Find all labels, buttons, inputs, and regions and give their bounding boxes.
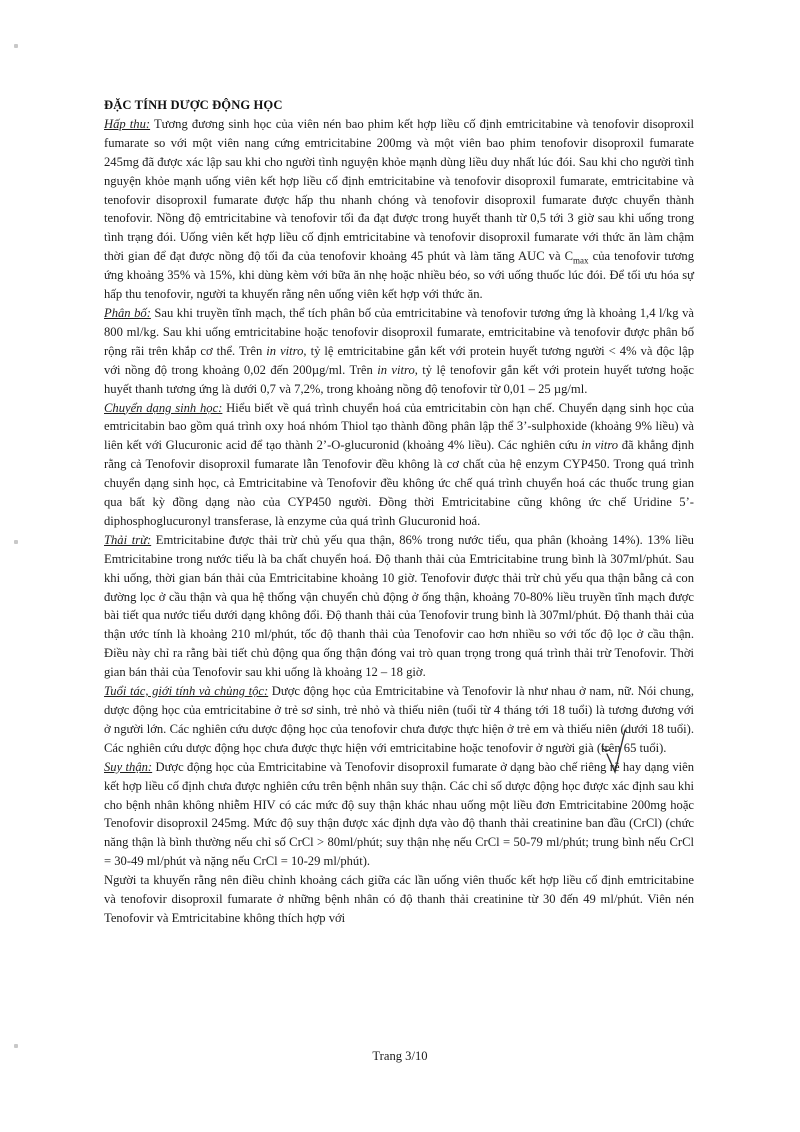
scan-speck <box>14 44 18 48</box>
paragraph-text: , tỷ lệ tenofovir gắn kết với protein huyết tương hoặc huyết thanh tương ứng là dưới 0,7 và 7,2%, trong khoảng nồng độ tenofovir từ 0,01 – 25 µg/ml. <box>104 362 694 396</box>
document-body <box>104 96 694 928</box>
paragraph-label: Thải trừ: <box>104 532 152 547</box>
paragraph-text: Tương đương sinh học của viên nén bao phim kết hợp liều cố định emtricitabine và tenofovir disoproxil fumarate so với một viên nang cứng emtricitabine 200mg và một viên bao phim tenofovir disoproxil fumarate 245mg đã được xác lập sau khi cho người tình nguyện khỏe mạnh dùng liều duy nhất lúc đói. Sau khi cho người tình nguyện khỏe mạnh uống viên kết hợp liều cố định emtricitabine và tenofovir disoproxil fumarate, emtricitabine và tenofovir disoproxil fumarate được hấp thu nhanh chóng và tenofovir disoproxil fumarate được chuyển thành tenofovir. Nồng độ emtricitabine và tenofovir tối đa đạt được trong huyết thanh từ 0,5 tới 3 giờ sau khi uống trong tình trạng đói. Uống viên kết hợp liều cố định emtricitabine và tenofovir disoproxil fumarate với thức ăn làm chậm thời gian để đạt được nồng độ tối đa của tenofovir khoảng 45 phút và làm tăng AUC và C <box>104 116 695 264</box>
paragraph-label: Chuyển dạng sinh học: <box>104 400 223 415</box>
handwritten-check-mark <box>593 724 633 780</box>
italic-text: in vitro <box>266 343 304 358</box>
page-number: Trang 3/10 <box>372 1049 428 1063</box>
paragraph-text: Hiểu biết về quá trình chuyển hoá của emtricitabin còn hạn chế. Chuyển dạng sinh học của emtricitabin bao gồm quá trình oxy hoá nhóm Thiol tạo thành đồng phân lập thể 3’-sulphoxide (khoảng 9% liều) và liên kết với Glucuronic acid để tạo thành 2’-O-glucuronid (khoảng 4% liều). Các nghiên cứu <box>104 400 694 453</box>
paragraph <box>104 115 694 304</box>
italic-text: in vitro <box>581 438 619 453</box>
paragraph <box>104 399 694 531</box>
paragraph-text: Dược động học của Emtricitabine và Tenofovir là như nhau ở nam, nữ. Nói chung, dược động học của emtricitabine ở trẻ sơ sinh, trẻ nhỏ và thiếu niên (tuổi từ 4 tháng tới 18 tuổi) là tương đương với ở người lớn. Các nghiên cứu dược động học của tenofovir chưa được thực hiện ở trẻ em và thiếu niên (dưới 18 tuổi). Các nghiên cứu dược động học chưa được thực hiện với emtricitabine hoặc tenofovir ở người già (trên 65 tuổi). <box>104 684 694 755</box>
paragraph-text: Sau khi truyền tĩnh mạch, thể tích phân bố của emtricitabine và tenofovir tương ứng là khoảng 1,4 l/kg và 800 ml/kg. Sau khi uống emtricitabine hoặc tenofovir disoproxil fumarate, emtricitabine và tenofovir được phân bố rộng rãi trên khắp cơ thể. Trên <box>104 305 694 358</box>
section-list <box>104 115 694 928</box>
section-heading: ĐẶC TÍNH DƯỢC ĐỘNG HỌC <box>104 98 283 112</box>
paragraph-label: Hấp thu: <box>104 116 151 131</box>
subscript-text: max <box>573 255 589 266</box>
paragraph <box>104 304 694 399</box>
paragraph-text: của tenofovir tương ứng khoảng 35% và 15%, khi dùng kèm với bữa ăn nhẹ hoặc nhiều béo, so với uống thuốc lúc đói. Để tối ưu hóa sự hấp thu tenofovir, người ta khuyến rằng nên uống viên kết hợp với thức ăn. <box>104 249 694 302</box>
paragraph <box>104 531 694 682</box>
paragraph-text: Người ta khuyến rằng nên điều chỉnh khoảng cách giữa các lần uống viên thuốc kết hợp liều cố định emtricitabine và tenofovir disoproxil fumarate ở những bệnh nhân có độ thanh thải creatinine từ 30 đến 49 ml/phút. Viên nén Tenofovir và Emtricitabine không thích hợp với <box>104 873 694 925</box>
italic-text: in vitro <box>377 362 415 377</box>
paragraph-label: Suy thận: <box>104 759 153 774</box>
paragraph <box>104 871 694 928</box>
paragraph-text: đã khẳng định rằng cả Tenofovir disoproxil fumarate lẫn Tenofovir đều không là cơ chất của hệ enzym CYP450. Trong quá trình chuyển dạng sinh học, cả Emtricitabine và Tenofovir đều không ức chế quá trình chuyển hoá các thuốc trung gian qua bất kỳ đồng dạng nào của CYP450 người. Đồng thời Emtricitabine cũng không ức chế Uridine 5’-diphosphoglucuronyl transferase, là enzyme của quá trình Glucuronid hoá. <box>104 438 695 528</box>
paragraph-label: Phân bố: <box>104 305 151 320</box>
paragraph-label: Tuổi tác, giới tính và chủng tộc: <box>104 684 269 699</box>
paragraph-text: Dược động học của Emtricitabine và Tenofovir disoproxil fumarate ở dạng bào chế riêng rẽ hay dạng viên kết hợp liều cố định chưa được nghiên cứu trên bệnh nhân suy thận. Các chỉ số dược động học được xác định sau khi cho bệnh nhân không nhiễm HIV có các mức độ suy thận khác nhau uống một liều đơn Emtricitabine 200mg hoặc Tenofovir disoproxil 245mg. Mức độ suy thận được xác định dựa vào độ thanh thải creatinine ban đầu (CrCl) (chức năng thận là bình thường nếu chỉ số CrCl > 80ml/phút; suy thận nhẹ nếu CrCl = 50-79 ml/phút; trung bình nếu CrCl = 30-49 ml/phút và nặng nếu CrCl = 10-29 ml/phút). <box>104 759 694 869</box>
scan-speck <box>14 540 18 544</box>
paragraph-text: , tỷ lệ emtricitabine gắn kết với protein huyết tương người < 4% và độc lập với nồng độ trong khoảng 0,02 đến 200µg/ml. Trên <box>104 343 695 377</box>
paragraph-text: Emtricitabine được thải trừ chủ yếu qua thận, 86% trong nước tiểu, qua phân (khoảng 14%). 13% liều Emtricitabine trong nước tiểu là ba chất chuyển hoá. Độ thanh thải của Emtricitabine trung bình là 307ml/phút. Sau khi uống, thời gian bán thải của Emtricitabine khoảng 10 giờ. Tenofovir được thải trừ chủ yếu qua thận bằng cả con đường lọc ở cầu thận và qua hệ thống vận chuyển chủ động ở ống thận, khoảng 70-80% liều truyền tĩnh mạch được bài tiết qua nước tiểu dưới dạng không đổi. Độ thanh thải của Tenofovir trung bình là 307ml/phút. Độ thanh thải của thận ước tính là khoảng 210 ml/phút, tốc độ thanh thải của Tenofovir cao hơn nhiều so với tốc độ lọc ở cầu thận. Điều này chỉ ra rằng bài tiết chủ động qua ống thận đóng vai trò quan trọng trong quá trình thải trừ Tenofovir. Thời gian bán thải của Tenofovir sau khi uống là khoảng 12 – 18 giờ. <box>104 532 694 680</box>
